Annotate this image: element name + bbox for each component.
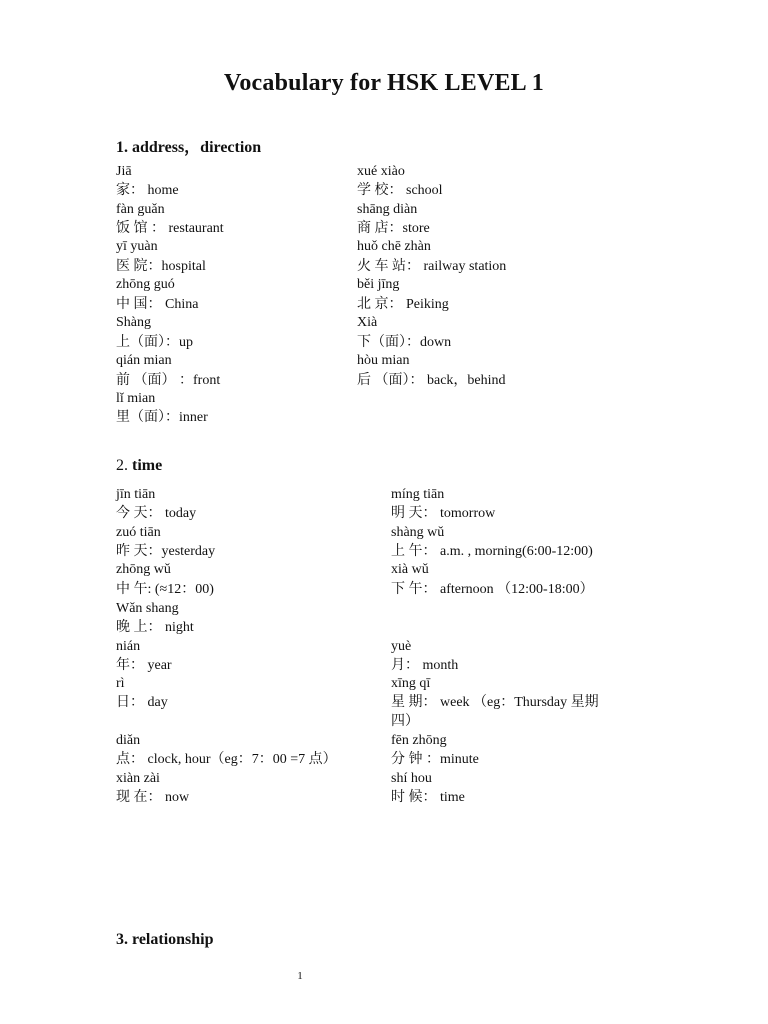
- page-number: 1: [297, 970, 303, 982]
- vocab-pinyin: xiàn zài: [116, 771, 160, 786]
- vocab-entry: 上 午： a.m. , morning(6:00-12:00): [391, 544, 593, 559]
- vocab-entry: 后 （面）： back，behind: [357, 373, 506, 388]
- section-heading-address-direction: 1. address，direction: [116, 139, 262, 156]
- vocab-pinyin: rì: [116, 676, 125, 691]
- vocab-entry: 分 钟 ：minute: [391, 752, 479, 767]
- vocab-pinyin: míng tiān: [391, 487, 445, 502]
- vocab-pinyin: xīng qī: [391, 676, 431, 691]
- vocab-pinyin: huǒ chē zhàn: [357, 239, 431, 254]
- vocab-pinyin: hòu mian: [357, 353, 410, 368]
- vocab-pinyin: Jiā: [116, 164, 132, 179]
- section-heading-time: [116, 457, 162, 475]
- vocab-entry: 时 候： time: [391, 790, 465, 805]
- page-title: Vocabulary for HSK LEVEL 1: [224, 70, 544, 96]
- vocab-entry: 北 京： Peiking: [357, 297, 449, 312]
- vocab-pinyin: Wǎn shang: [116, 601, 179, 616]
- vocab-pinyin: qián mian: [116, 353, 172, 368]
- vocab-entry: 前 （面） ：front: [116, 373, 221, 388]
- vocab-entry: 里（面）：inner: [116, 410, 208, 425]
- vocab-entry: 商 店：store: [357, 221, 430, 236]
- vocab-entry: 今 天： today: [116, 506, 197, 521]
- vocab-pinyin: zhōng guó: [116, 277, 175, 292]
- vocab-entry: 晚 上： night: [116, 620, 194, 635]
- vocab-pinyin: běi jīng: [357, 277, 400, 292]
- vocab-pinyin: xué xiào: [357, 164, 405, 179]
- vocab-entry: 火 车 站： railway station: [357, 259, 507, 274]
- vocab-pinyin: shàng wǔ: [391, 525, 445, 540]
- vocab-entry: 昨 天：yesterday: [116, 544, 216, 559]
- vocab-entry: 上（面）：up: [116, 335, 193, 350]
- vocab-pinyin: nián: [116, 639, 141, 654]
- vocab-entry: 现 在： now: [116, 790, 190, 805]
- vocab-pinyin: lǐ mian: [116, 391, 156, 406]
- vocab-entry-continuation: 四）: [391, 714, 419, 729]
- vocab-pinyin: shí hou: [391, 771, 432, 786]
- vocab-entry: 饭 馆 ： restaurant: [116, 221, 224, 236]
- vocab-pinyin: yuè: [391, 639, 412, 654]
- vocab-pinyin: Xià: [357, 315, 378, 330]
- section-number: 2.: [116, 457, 128, 474]
- vocab-entry: 医 院：hospital: [116, 259, 206, 274]
- vocab-entry: 下（面）：down: [357, 335, 452, 350]
- vocab-pinyin: yī yuàn: [116, 239, 158, 254]
- vocab-pinyin: fēn zhōng: [391, 733, 447, 748]
- vocab-pinyin: xià wǔ: [391, 562, 429, 577]
- vocab-entry: 月： month: [391, 658, 459, 673]
- vocab-pinyin: zuó tiān: [116, 525, 161, 540]
- section-heading-relationship: 3. relationship: [116, 931, 214, 948]
- vocab-entry: 学 校： school: [357, 183, 443, 198]
- vocab-pinyin: Shàng: [116, 315, 151, 330]
- vocab-entry: 年： year: [116, 658, 172, 673]
- vocab-pinyin: diǎn: [116, 733, 141, 748]
- vocab-pinyin: shāng diàn: [357, 202, 418, 217]
- vocab-entry: 日： day: [116, 695, 168, 710]
- vocab-entry: 中 国： China: [116, 297, 199, 312]
- vocab-entry: 中 午: (≈12：00): [116, 582, 214, 597]
- vocab-pinyin: zhōng wǔ: [116, 562, 171, 577]
- vocab-pinyin: fàn guǎn: [116, 202, 165, 217]
- vocab-pinyin: jīn tiān: [116, 487, 156, 502]
- vocab-entry: 点： clock, hour（eg：7：00 =7 点）: [116, 752, 337, 767]
- vocab-entry: 星 期： week （eg：Thursday 星期: [391, 695, 599, 710]
- vocab-entry: 明 天： tomorrow: [391, 506, 496, 521]
- vocab-entry: 家： home: [116, 183, 179, 198]
- vocab-entry: 下 午： afternoon （12:00-18:00）: [391, 582, 594, 597]
- section-title: time: [128, 457, 163, 474]
